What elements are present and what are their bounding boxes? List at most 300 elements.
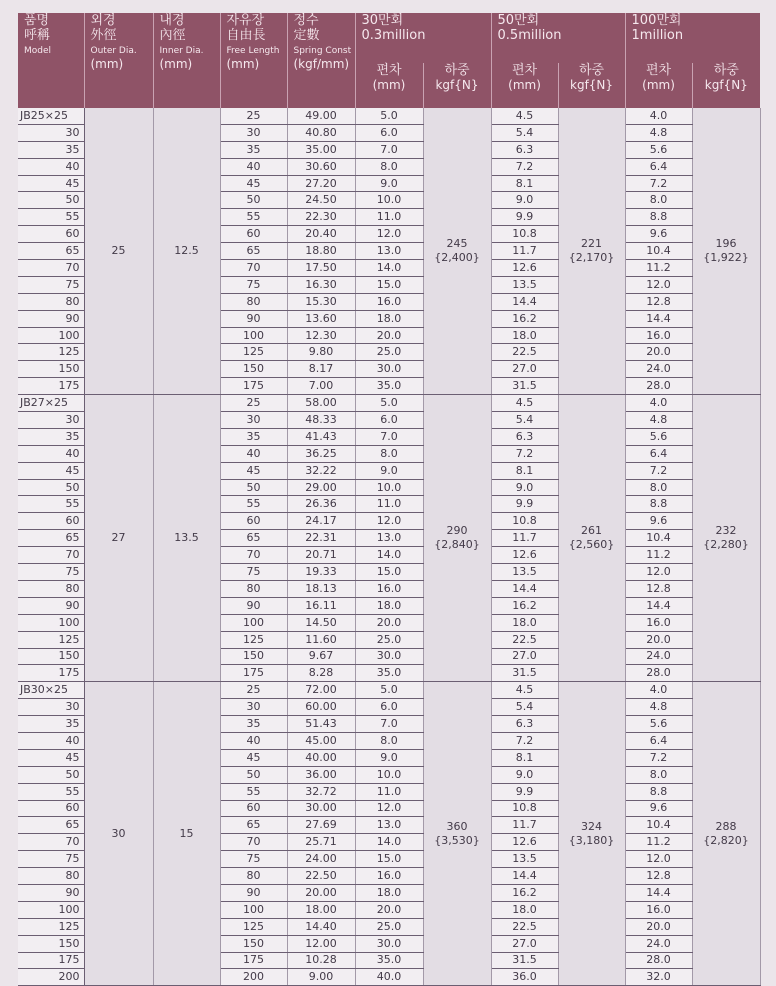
- load-1m-cell: [692, 395, 760, 682]
- deflection-05m-cell: 18.0: [491, 614, 558, 631]
- header-free-en: Free Length: [226, 46, 280, 56]
- header-load-05m: [558, 63, 625, 108]
- model-length-cell: 45: [18, 175, 84, 192]
- deflection-unit: (mm): [508, 78, 541, 92]
- load-03m-cell: [423, 395, 491, 682]
- deflection-03m-cell: 15.0: [355, 851, 423, 868]
- deflection-1m-cell: 11.2: [625, 260, 692, 277]
- deflection-05m-cell: 5.4: [491, 124, 558, 141]
- model-length-cell: 125: [18, 344, 84, 361]
- spring-const-cell: 15.30: [287, 293, 355, 310]
- header-group-03m: [355, 13, 491, 63]
- free-length-cell: 75: [220, 276, 287, 293]
- deflection-05m-cell: 7.2: [491, 158, 558, 175]
- load-05m-cell: [558, 682, 625, 986]
- group-03m-en: 0.3million: [361, 28, 426, 43]
- spring-const-cell: 20.40: [287, 226, 355, 243]
- deflection-05m-cell: 31.5: [491, 378, 558, 395]
- deflection-03m-cell: 5.0: [355, 682, 423, 699]
- load-newton: {2,560}: [568, 538, 615, 552]
- deflection-1m-cell: 6.4: [625, 158, 692, 175]
- table-body: [18, 108, 760, 986]
- load-03m-cell: [423, 108, 491, 395]
- deflection-03m-cell: 10.0: [355, 479, 423, 496]
- model-length-cell: 80: [18, 868, 84, 885]
- header-deflection-03m: [355, 63, 423, 108]
- model-length-cell: 50: [18, 766, 84, 783]
- spring-const-cell: 27.69: [287, 817, 355, 834]
- header-spring-const: [287, 13, 355, 108]
- spring-const-cell: 9.67: [287, 648, 355, 665]
- model-length-cell: 70: [18, 834, 84, 851]
- deflection-03m-cell: 30.0: [355, 648, 423, 665]
- load-unit: kgf{N}: [570, 78, 614, 92]
- free-length-cell: 100: [220, 614, 287, 631]
- free-length-cell: 40: [220, 445, 287, 462]
- header-outer-ko: 외경: [90, 13, 116, 28]
- header-deflection-1m: [625, 63, 692, 108]
- deflection-1m-cell: 8.8: [625, 209, 692, 226]
- load-value: 261: [581, 524, 603, 538]
- deflection-05m-cell: 8.1: [491, 462, 558, 479]
- spring-const-cell: 24.17: [287, 513, 355, 530]
- model-length-cell: 30: [18, 412, 84, 429]
- deflection-05m-cell: 14.4: [491, 580, 558, 597]
- model-length-cell: 35: [18, 141, 84, 158]
- free-length-cell: 30: [220, 124, 287, 141]
- deflection-05m-cell: 4.5: [491, 108, 558, 124]
- deflection-03m-cell: 5.0: [355, 108, 423, 124]
- deflection-05m-cell: 12.6: [491, 547, 558, 564]
- spring-const-cell: 35.00: [287, 141, 355, 158]
- deflection-1m-cell: 20.0: [625, 344, 692, 361]
- deflection-05m-cell: 31.5: [491, 665, 558, 682]
- free-length-cell: 35: [220, 141, 287, 158]
- deflection-05m-cell: 27.0: [491, 935, 558, 952]
- model-length-cell: 200: [18, 969, 84, 986]
- model-length-cell: 30: [18, 699, 84, 716]
- deflection-1m-cell: 28.0: [625, 665, 692, 682]
- deflection-05m-cell: 18.0: [491, 327, 558, 344]
- model-length-cell: 100: [18, 901, 84, 918]
- free-length-cell: 75: [220, 851, 287, 868]
- load-unit: kgf{N}: [704, 78, 748, 92]
- model-length-cell: 90: [18, 310, 84, 327]
- deflection-03m-cell: 18.0: [355, 310, 423, 327]
- deflection-1m-cell: 9.6: [625, 800, 692, 817]
- header-spring-ko: 정수: [293, 13, 319, 28]
- deflection-05m-cell: 36.0: [491, 969, 558, 986]
- deflection-1m-cell: 24.0: [625, 361, 692, 378]
- header-outer-hanja: 外徑: [90, 28, 117, 43]
- free-length-cell: 125: [220, 344, 287, 361]
- deflection-05m-cell: 13.5: [491, 276, 558, 293]
- header-inner-en: Inner Dia.: [159, 46, 204, 56]
- deflection-1m-cell: 14.4: [625, 597, 692, 614]
- deflection-1m-cell: 8.0: [625, 479, 692, 496]
- deflection-03m-cell: 7.0: [355, 141, 423, 158]
- model-length-cell: 45: [18, 462, 84, 479]
- group-03m-ko: 30만회: [361, 13, 404, 28]
- model-length-cell: 55: [18, 209, 84, 226]
- load-newton: {2,820}: [703, 833, 749, 847]
- deflection-03m-cell: 10.0: [355, 192, 423, 209]
- deflection-03m-cell: 20.0: [355, 614, 423, 631]
- free-length-cell: 70: [220, 834, 287, 851]
- deflection-05m-cell: 7.2: [491, 732, 558, 749]
- deflection-1m-cell: 24.0: [625, 648, 692, 665]
- free-length-cell: 55: [220, 783, 287, 800]
- deflection-1m-cell: 7.2: [625, 175, 692, 192]
- free-length-cell: 100: [220, 901, 287, 918]
- deflection-03m-cell: 9.0: [355, 462, 423, 479]
- deflection-1m-cell: 16.0: [625, 614, 692, 631]
- free-length-cell: 30: [220, 412, 287, 429]
- spring-const-cell: 58.00: [287, 395, 355, 412]
- load-newton: {2,170}: [568, 251, 615, 265]
- header-spring-en: Spring Const: [293, 46, 352, 56]
- free-length-cell: 70: [220, 547, 287, 564]
- model-length-cell: 35: [18, 716, 84, 733]
- model-length-cell: 150: [18, 361, 84, 378]
- spring-const-cell: 16.11: [287, 597, 355, 614]
- header-spring-hanja: 定數: [293, 28, 320, 43]
- model-length-cell: 175: [18, 952, 84, 969]
- spring-const-cell: 20.71: [287, 547, 355, 564]
- deflection-1m-cell: 5.6: [625, 716, 692, 733]
- deflection-1m-cell: 6.4: [625, 445, 692, 462]
- spring-const-cell: 40.00: [287, 749, 355, 766]
- deflection-05m-cell: 11.7: [491, 817, 558, 834]
- header-inner-unit: (mm): [159, 57, 193, 71]
- table-header: [18, 13, 760, 108]
- free-length-cell: 50: [220, 192, 287, 209]
- deflection-03m-cell: 12.0: [355, 800, 423, 817]
- model-length-cell: 50: [18, 192, 84, 209]
- free-length-cell: 125: [220, 631, 287, 648]
- spring-const-cell: 30.60: [287, 158, 355, 175]
- deflection-1m-cell: 4.0: [625, 395, 692, 412]
- free-length-cell: 175: [220, 952, 287, 969]
- spring-const-cell: 8.28: [287, 665, 355, 682]
- deflection-1m-cell: 12.8: [625, 293, 692, 310]
- deflection-03m-cell: 8.0: [355, 445, 423, 462]
- deflection-05m-cell: 22.5: [491, 918, 558, 935]
- free-length-cell: 125: [220, 918, 287, 935]
- model-length-cell: 90: [18, 884, 84, 901]
- deflection-03m-cell: 35.0: [355, 665, 423, 682]
- free-length-cell: 25: [220, 682, 287, 699]
- free-length-cell: 175: [220, 378, 287, 395]
- deflection-1m-cell: 5.6: [625, 141, 692, 158]
- spring-const-cell: 24.50: [287, 192, 355, 209]
- group-05m-en: 0.5million: [497, 28, 562, 43]
- spring-const-cell: 9.00: [287, 969, 355, 986]
- free-length-cell: 70: [220, 260, 287, 277]
- deflection-05m-cell: 10.8: [491, 800, 558, 817]
- deflection-1m-cell: 32.0: [625, 969, 692, 986]
- deflection-03m-cell: 5.0: [355, 395, 423, 412]
- header-model-hanja: 呼稱: [24, 28, 51, 43]
- free-length-cell: 60: [220, 226, 287, 243]
- free-length-cell: 100: [220, 327, 287, 344]
- deflection-05m-cell: 7.2: [491, 445, 558, 462]
- spring-const-cell: 32.72: [287, 783, 355, 800]
- deflection-03m-cell: 35.0: [355, 952, 423, 969]
- model-length-cell: 90: [18, 597, 84, 614]
- deflection-05m-cell: 13.5: [491, 564, 558, 581]
- deflection-03m-cell: 10.0: [355, 766, 423, 783]
- free-length-cell: 90: [220, 884, 287, 901]
- spring-const-cell: 45.00: [287, 732, 355, 749]
- load-value: 196: [715, 237, 737, 251]
- load-newton: {2,280}: [703, 538, 749, 552]
- header-model-ko: 품명: [24, 13, 50, 28]
- deflection-1m-cell: 16.0: [625, 327, 692, 344]
- free-length-cell: 90: [220, 310, 287, 327]
- deflection-03m-cell: 16.0: [355, 868, 423, 885]
- deflection-03m-cell: 14.0: [355, 834, 423, 851]
- deflection-1m-cell: 10.4: [625, 530, 692, 547]
- load-value: 290: [446, 524, 468, 538]
- load-unit: kgf{N}: [435, 78, 479, 92]
- deflection-1m-cell: 20.0: [625, 918, 692, 935]
- deflection-label: 편차: [376, 63, 402, 78]
- load-value: 221: [581, 237, 603, 251]
- outer-dia-cell: 30: [84, 682, 153, 986]
- deflection-05m-cell: 10.8: [491, 226, 558, 243]
- deflection-1m-cell: 12.0: [625, 276, 692, 293]
- deflection-1m-cell: 9.6: [625, 226, 692, 243]
- deflection-03m-cell: 6.0: [355, 412, 423, 429]
- deflection-05m-cell: 9.9: [491, 496, 558, 513]
- free-length-cell: 30: [220, 699, 287, 716]
- model-cell: JB30×25: [18, 682, 84, 699]
- deflection-1m-cell: 12.0: [625, 851, 692, 868]
- deflection-05m-cell: 18.0: [491, 901, 558, 918]
- deflection-05m-cell: 5.4: [491, 699, 558, 716]
- deflection-05m-cell: 6.3: [491, 141, 558, 158]
- model-length-cell: 50: [18, 479, 84, 496]
- inner-dia-cell: 15: [153, 682, 220, 986]
- spring-const-cell: 26.36: [287, 496, 355, 513]
- deflection-03m-cell: 25.0: [355, 918, 423, 935]
- deflection-1m-cell: 7.2: [625, 462, 692, 479]
- free-length-cell: 55: [220, 496, 287, 513]
- deflection-05m-cell: 10.8: [491, 513, 558, 530]
- free-length-cell: 50: [220, 766, 287, 783]
- header-model-en: Model: [24, 46, 52, 56]
- spring-const-cell: 14.50: [287, 614, 355, 631]
- free-length-cell: 200: [220, 969, 287, 986]
- deflection-03m-cell: 13.0: [355, 243, 423, 260]
- deflection-03m-cell: 20.0: [355, 327, 423, 344]
- model-length-cell: 75: [18, 276, 84, 293]
- deflection-1m-cell: 4.8: [625, 412, 692, 429]
- spring-const-cell: 60.00: [287, 699, 355, 716]
- load-newton: {1,922}: [703, 251, 749, 265]
- load-newton: {3,530}: [434, 833, 480, 847]
- spring-const-cell: 9.80: [287, 344, 355, 361]
- deflection-05m-cell: 12.6: [491, 834, 558, 851]
- spring-const-cell: 51.43: [287, 716, 355, 733]
- spring-const-cell: 10.28: [287, 952, 355, 969]
- spring-const-cell: 36.00: [287, 766, 355, 783]
- deflection-05m-cell: 8.1: [491, 749, 558, 766]
- model-length-cell: 40: [18, 158, 84, 175]
- model-length-cell: 100: [18, 327, 84, 344]
- spring-const-cell: 24.00: [287, 851, 355, 868]
- deflection-05m-cell: 9.9: [491, 783, 558, 800]
- spring-const-cell: 22.50: [287, 868, 355, 885]
- model-length-cell: 60: [18, 800, 84, 817]
- model-length-cell: 70: [18, 260, 84, 277]
- deflection-1m-cell: 24.0: [625, 935, 692, 952]
- header-outer: [84, 13, 153, 108]
- spring-const-cell: 11.60: [287, 631, 355, 648]
- deflection-03m-cell: 6.0: [355, 699, 423, 716]
- deflection-03m-cell: 15.0: [355, 564, 423, 581]
- deflection-05m-cell: 11.7: [491, 530, 558, 547]
- spring-const-cell: 22.30: [287, 209, 355, 226]
- deflection-1m-cell: 8.0: [625, 192, 692, 209]
- deflection-05m-cell: 14.4: [491, 293, 558, 310]
- deflection-1m-cell: 16.0: [625, 901, 692, 918]
- deflection-05m-cell: 16.2: [491, 884, 558, 901]
- deflection-03m-cell: 30.0: [355, 935, 423, 952]
- deflection-05m-cell: 4.5: [491, 395, 558, 412]
- deflection-03m-cell: 18.0: [355, 597, 423, 614]
- free-length-cell: 25: [220, 108, 287, 124]
- load-1m-cell: [692, 682, 760, 986]
- deflection-03m-cell: 25.0: [355, 344, 423, 361]
- header-load-03m: [423, 63, 491, 108]
- deflection-1m-cell: 14.4: [625, 310, 692, 327]
- header-deflection-05m: [491, 63, 558, 108]
- free-length-cell: 150: [220, 935, 287, 952]
- model-length-cell: 55: [18, 496, 84, 513]
- deflection-03m-cell: 14.0: [355, 547, 423, 564]
- model-length-cell: 80: [18, 580, 84, 597]
- free-length-cell: 35: [220, 716, 287, 733]
- deflection-03m-cell: 8.0: [355, 732, 423, 749]
- spring-const-cell: 17.50: [287, 260, 355, 277]
- deflection-1m-cell: 11.2: [625, 834, 692, 851]
- group-1m-en: 1million: [631, 28, 684, 43]
- free-length-cell: 40: [220, 732, 287, 749]
- deflection-label: 편차: [645, 63, 672, 78]
- deflection-1m-cell: 10.4: [625, 243, 692, 260]
- free-length-cell: 90: [220, 597, 287, 614]
- header-group-1m: [625, 13, 760, 63]
- deflection-05m-cell: 16.2: [491, 597, 558, 614]
- deflection-03m-cell: 11.0: [355, 496, 423, 513]
- load-03m-cell: [423, 682, 491, 986]
- spring-const-cell: 25.71: [287, 834, 355, 851]
- spring-const-cell: 40.80: [287, 124, 355, 141]
- spring-const-cell: 49.00: [287, 108, 355, 124]
- table-row: [18, 395, 760, 412]
- model-length-cell: 65: [18, 817, 84, 834]
- table-row: [18, 682, 760, 699]
- deflection-03m-cell: 12.0: [355, 226, 423, 243]
- spring-const-cell: 20.00: [287, 884, 355, 901]
- load-value: 288: [715, 819, 737, 833]
- header-inner: [153, 13, 220, 108]
- deflection-1m-cell: 14.4: [625, 884, 692, 901]
- deflection-03m-cell: 35.0: [355, 378, 423, 395]
- free-length-cell: 45: [220, 749, 287, 766]
- deflection-03m-cell: 7.0: [355, 428, 423, 445]
- free-length-cell: 80: [220, 580, 287, 597]
- free-length-cell: 80: [220, 868, 287, 885]
- deflection-1m-cell: 10.4: [625, 817, 692, 834]
- header-outer-unit: (mm): [90, 57, 124, 71]
- deflection-1m-cell: 4.0: [625, 682, 692, 699]
- inner-dia-cell: 13.5: [153, 395, 220, 682]
- free-length-cell: 45: [220, 462, 287, 479]
- load-value: 245: [446, 237, 468, 251]
- spring-const-cell: 18.00: [287, 901, 355, 918]
- model-length-cell: 125: [18, 631, 84, 648]
- load-newton: {2,840}: [434, 538, 480, 552]
- spring-const-cell: 18.13: [287, 580, 355, 597]
- header-free-hanja: 自由長: [226, 28, 266, 43]
- free-length-cell: 65: [220, 243, 287, 260]
- header-model: [18, 13, 84, 108]
- model-length-cell: 60: [18, 513, 84, 530]
- model-length-cell: 40: [18, 732, 84, 749]
- model-length-cell: 45: [18, 749, 84, 766]
- spring-const-cell: 7.00: [287, 378, 355, 395]
- spring-const-cell: 30.00: [287, 800, 355, 817]
- deflection-03m-cell: 15.0: [355, 276, 423, 293]
- deflection-05m-cell: 9.9: [491, 209, 558, 226]
- spring-const-cell: 27.20: [287, 175, 355, 192]
- free-length-cell: 55: [220, 209, 287, 226]
- header-free-length: [220, 13, 287, 108]
- spring-const-cell: 16.30: [287, 276, 355, 293]
- deflection-1m-cell: 11.2: [625, 547, 692, 564]
- model-length-cell: 35: [18, 428, 84, 445]
- deflection-05m-cell: 14.4: [491, 868, 558, 885]
- deflection-03m-cell: 8.0: [355, 158, 423, 175]
- deflection-05m-cell: 4.5: [491, 682, 558, 699]
- deflection-05m-cell: 5.4: [491, 412, 558, 429]
- load-value: 324: [581, 819, 603, 833]
- deflection-05m-cell: 11.7: [491, 243, 558, 260]
- spring-const-cell: 12.00: [287, 935, 355, 952]
- free-length-cell: 175: [220, 665, 287, 682]
- deflection-05m-cell: 27.0: [491, 361, 558, 378]
- header-spring-unit: (kgf/mm): [293, 57, 350, 71]
- free-length-cell: 40: [220, 158, 287, 175]
- header-free-ko: 자유장: [226, 13, 265, 28]
- spring-const-cell: 22.31: [287, 530, 355, 547]
- deflection-03m-cell: 40.0: [355, 969, 423, 986]
- deflection-05m-cell: 22.5: [491, 631, 558, 648]
- model-length-cell: 75: [18, 851, 84, 868]
- spring-const-cell: 29.00: [287, 479, 355, 496]
- deflection-05m-cell: 9.0: [491, 192, 558, 209]
- load-1m-cell: [692, 108, 760, 395]
- deflection-05m-cell: 9.0: [491, 479, 558, 496]
- spring-const-cell: 36.25: [287, 445, 355, 462]
- deflection-1m-cell: 28.0: [625, 378, 692, 395]
- model-cell: JB27×25: [18, 395, 84, 412]
- deflection-05m-cell: 22.5: [491, 344, 558, 361]
- deflection-1m-cell: 8.0: [625, 766, 692, 783]
